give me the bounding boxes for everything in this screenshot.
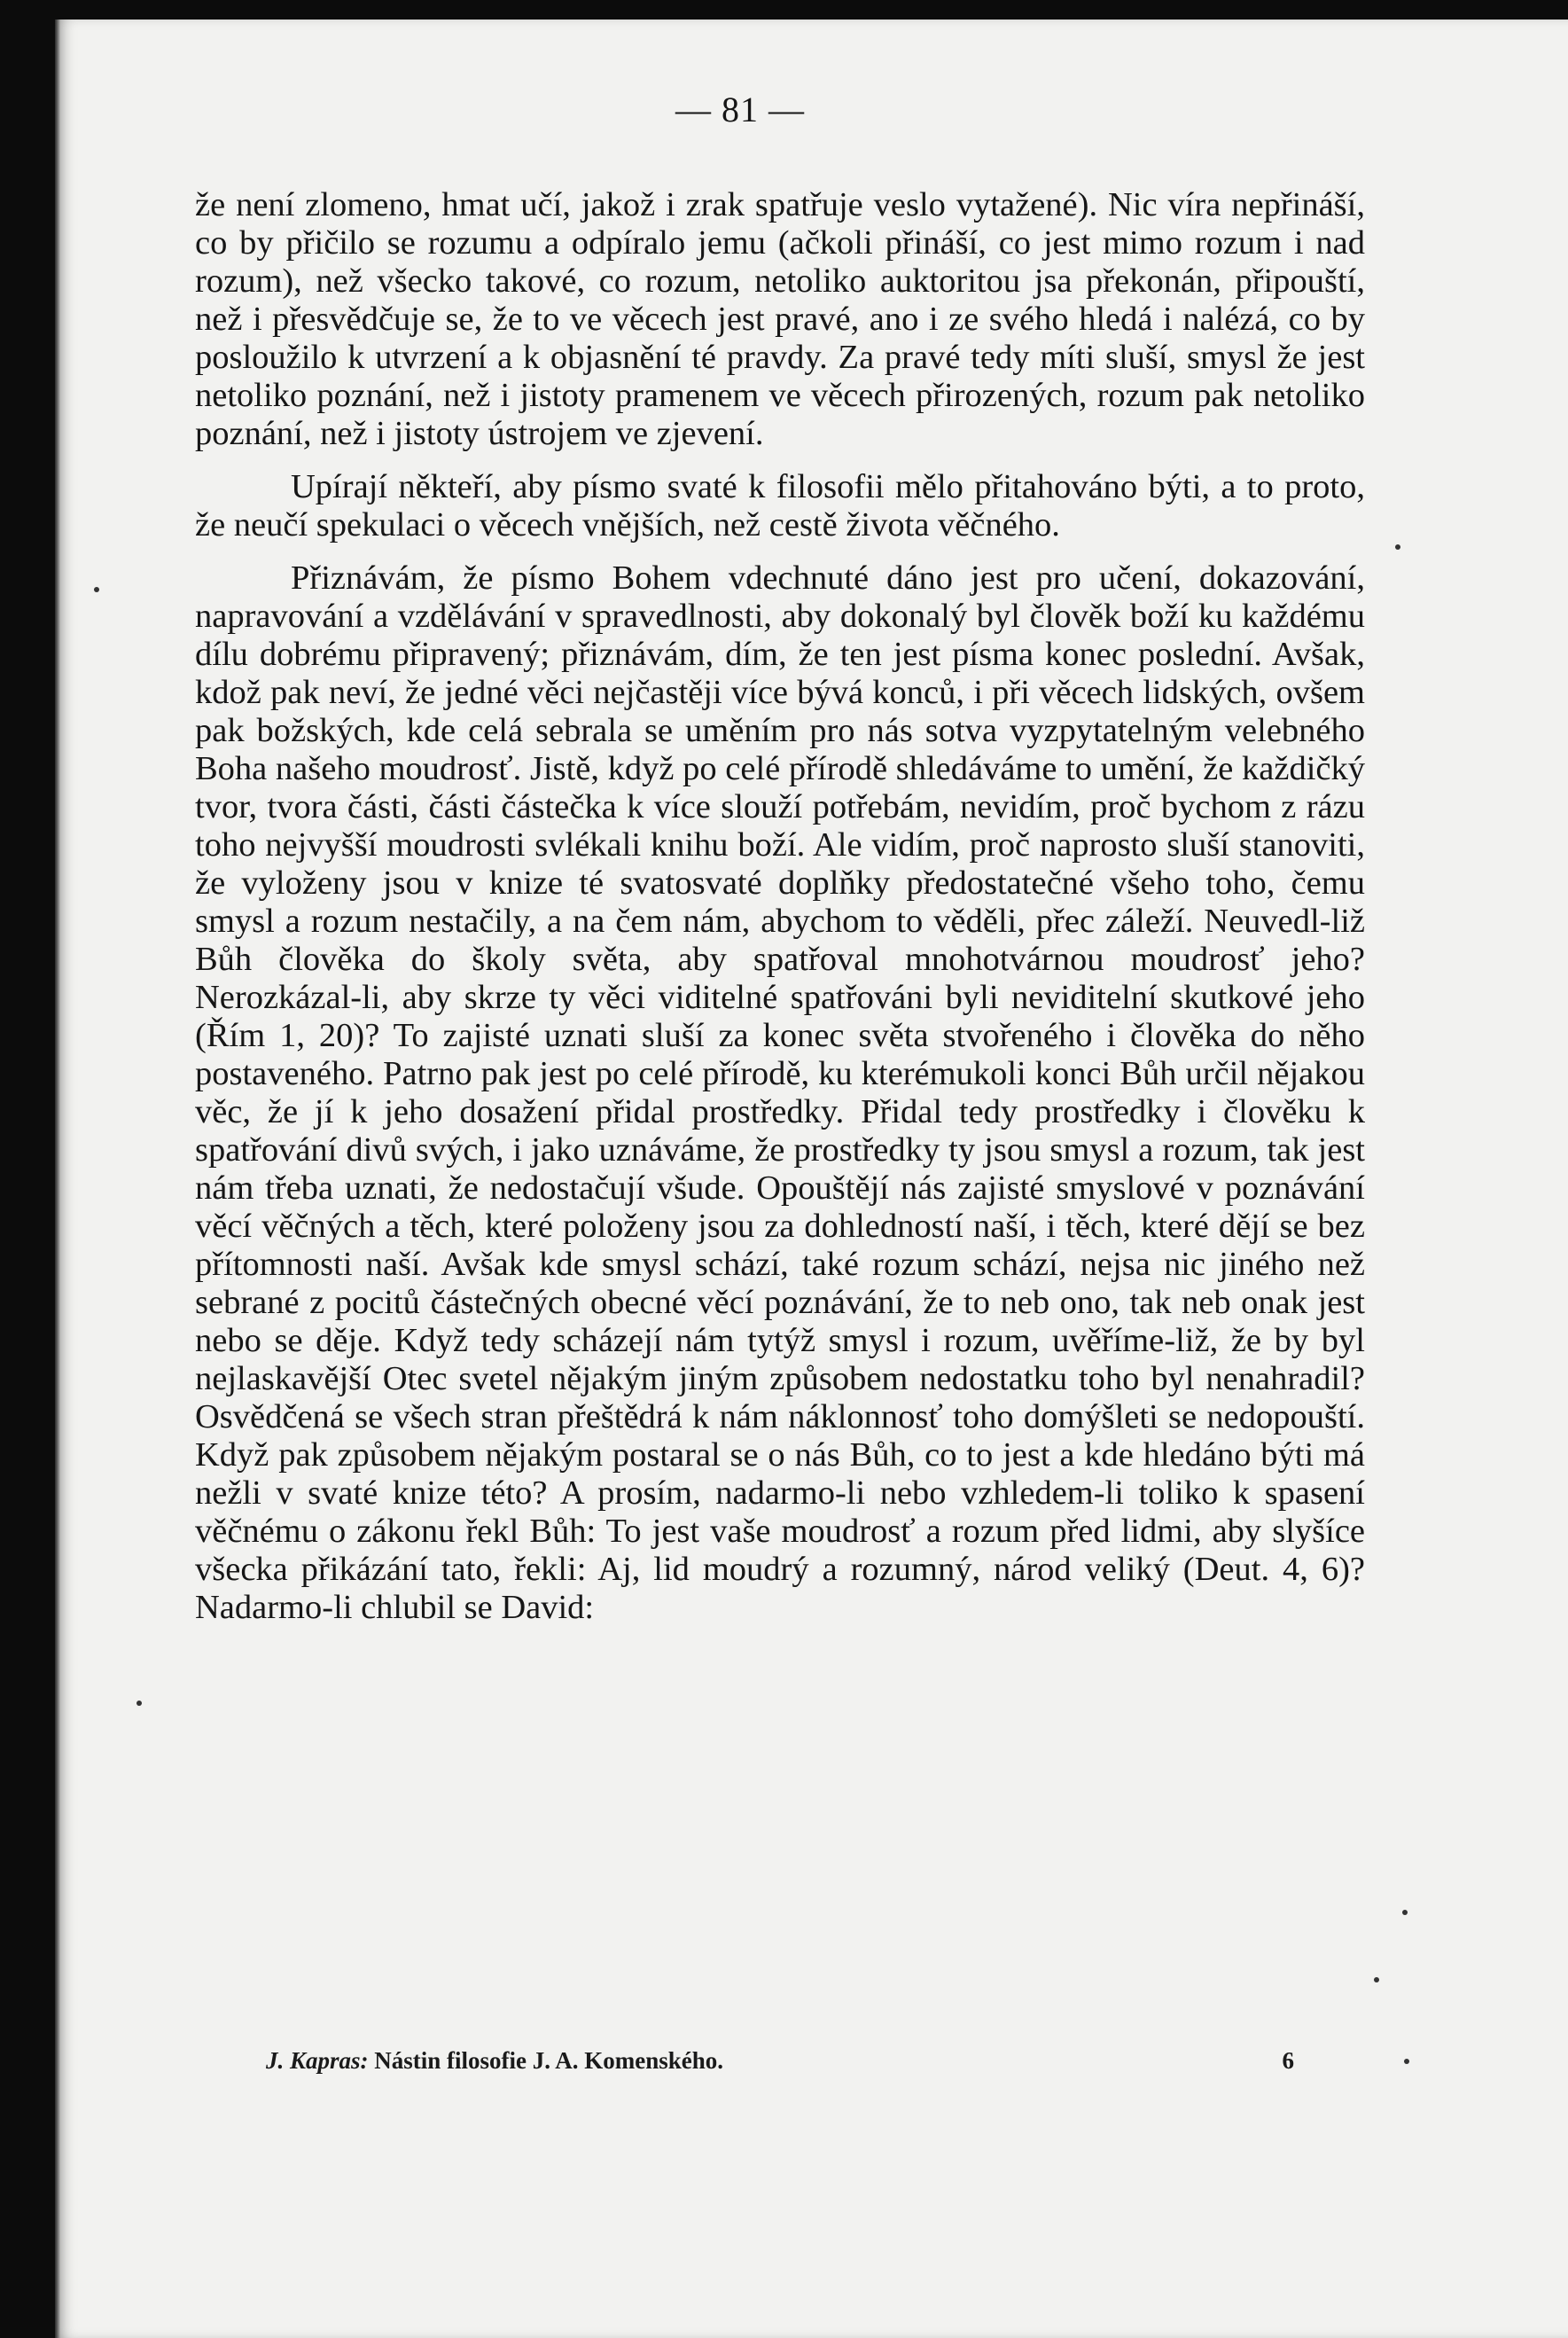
page-number: — 81 —: [675, 90, 805, 129]
book-page: [55, 20, 1568, 2338]
scan-speck: [1404, 2059, 1409, 2064]
scan-speck: [1402, 1910, 1408, 1915]
scan-speck: [137, 1701, 142, 1706]
footer-title: Nástin filosofie J. A. Komenského.: [374, 2047, 724, 2074]
page-edge-shadow: [55, 20, 60, 2338]
scan-speck: [1395, 544, 1400, 550]
scan-speck: [1374, 1977, 1379, 1982]
scan-speck: [94, 587, 99, 592]
paragraph-2: Upírají někteří, aby písmo svaté k filosofii mělo přitahováno býti, a to proto, že neučí spekulaci o věcech vnějších, než cestě života věčného.: [195, 468, 1365, 543]
paragraph-1: že není zlomeno, hmat učí, jakož i zrak spatřuje veslo vytažené). Nic víra nepřináší, co by přičilo se rozumu a odpíralo jemu (ačkoli přináší, co jest mimo rozum i nad rozum), než všecko takové, co rozum, netoliko auktoritou jsa překonán, připouští, než i přesvědčuje se, že to ve věcech jest pravé, ano i ze svého hledá i nalézá, co by posloužilo k utvrzení a k objasnění té pravdy. Za pravé tedy míti sluší, smysl že jest netoliko poznání, než i jistoty pramenem ve věcech přirozených, rozum pak netoliko poznání, než i jistoty ústrojem ve zjevení.: [195, 186, 1365, 452]
page-footer: [266, 2047, 1294, 2075]
body-text: [195, 186, 1365, 1627]
footer-citation: [266, 2047, 723, 2075]
footer-signature-mark: 6: [1282, 2047, 1294, 2074]
footer-author: J. Kapras:: [266, 2047, 369, 2074]
paragraph-3: Přiznávám, že písmo Bohem vdechnuté dáno jest pro učení, dokazování, napravování a vzdělávání v spravedlnosti, aby dokonalý byl člověk boží ku každému dílu dobrému připravený; přiznávám, dím, že ten jest písma konec poslední. Avšak, kdož pak neví, že jedné věci nejčastěji více bývá konců, i při věcech lidských, ovšem pak božských, kde celá sebrala se uměním pro nás sotva vyzpytatelným velebného Boha našeho moudrosť. Jistě, když po celé přírodě shledáváme to umění, že každičký tvor, tvora části, části částečka k více slouží potřebám, nevidím, proč bychom z rázu toho nejvyšší moudrosti svlékali knihu boží. Ale vidím, proč naprosto sluší stanoviti, že vyloženy jsou v knize té svatosvaté doplňky předostatečné všeho toho, čemu smysl a rozum nestačily, a na čem nám, abychom to věděli, přec záleží. Neuvedl-liž Bůh člověka do školy světa, aby spatřoval mnohotvárnou moudrosť jeho? Nerozkázal-li, aby skrze ty věci viditelné spatřováni byli neviditelní skutkové jeho (Řím 1, 20)? To zajisté uznati sluší za konec světa stvořeného i člověka do něho postaveného. Patrno pak jest po celé přírodě, ku kterémukoli konci Bůh určil nějakou věc, že jí k jeho dosažení přidal prostředky. Přidal tedy prostředky i člověku k spatřování divů svých, i jako uznáváme, že prostředky ty jsou smysl a rozum, tak jest nám třeba uznati, že nedostačují všude. Opouštějí nás zajisté smyslové v poznávání věcí věčných a těch, které položeny jsou za dohledností naší, i těch, které dějí se bez přítomnosti naší. Avšak kde smysl schází, také rozum schází, nejsa nic jiného než sebrané z pocitů částečných obecné věcí poznávání, že to neb ono, tak neb onak jest nebo se děje. Když tedy scházejí nám tytýž smysl i rozum, uvěříme-liž, že by byl nejlaskavější Otec svetel nějakým jiným způsobem nedostatku toho byl nenahradil? Osvědčená se všech stran přeštědrá k nám náklonnosť toho domýšleti se nedopouští. Když pak způsobem nějakým postaral se o nás Bůh, co to jest a kde hledáno býti má nežli v svaté knize této? A prosím, nadarmo-li nebo vzhledem-li toliko k spasení věčnému o zákonu řekl Bůh: To jest vaše moudrosť a rozum před lidmi, aby slyšíce všecka přikázání tato, řekli: Aj, lid moudrý a rozumný, národ veliký (Deut. 4, 6)? Nadarmo-li chlubil se David:: [195, 559, 1365, 1626]
